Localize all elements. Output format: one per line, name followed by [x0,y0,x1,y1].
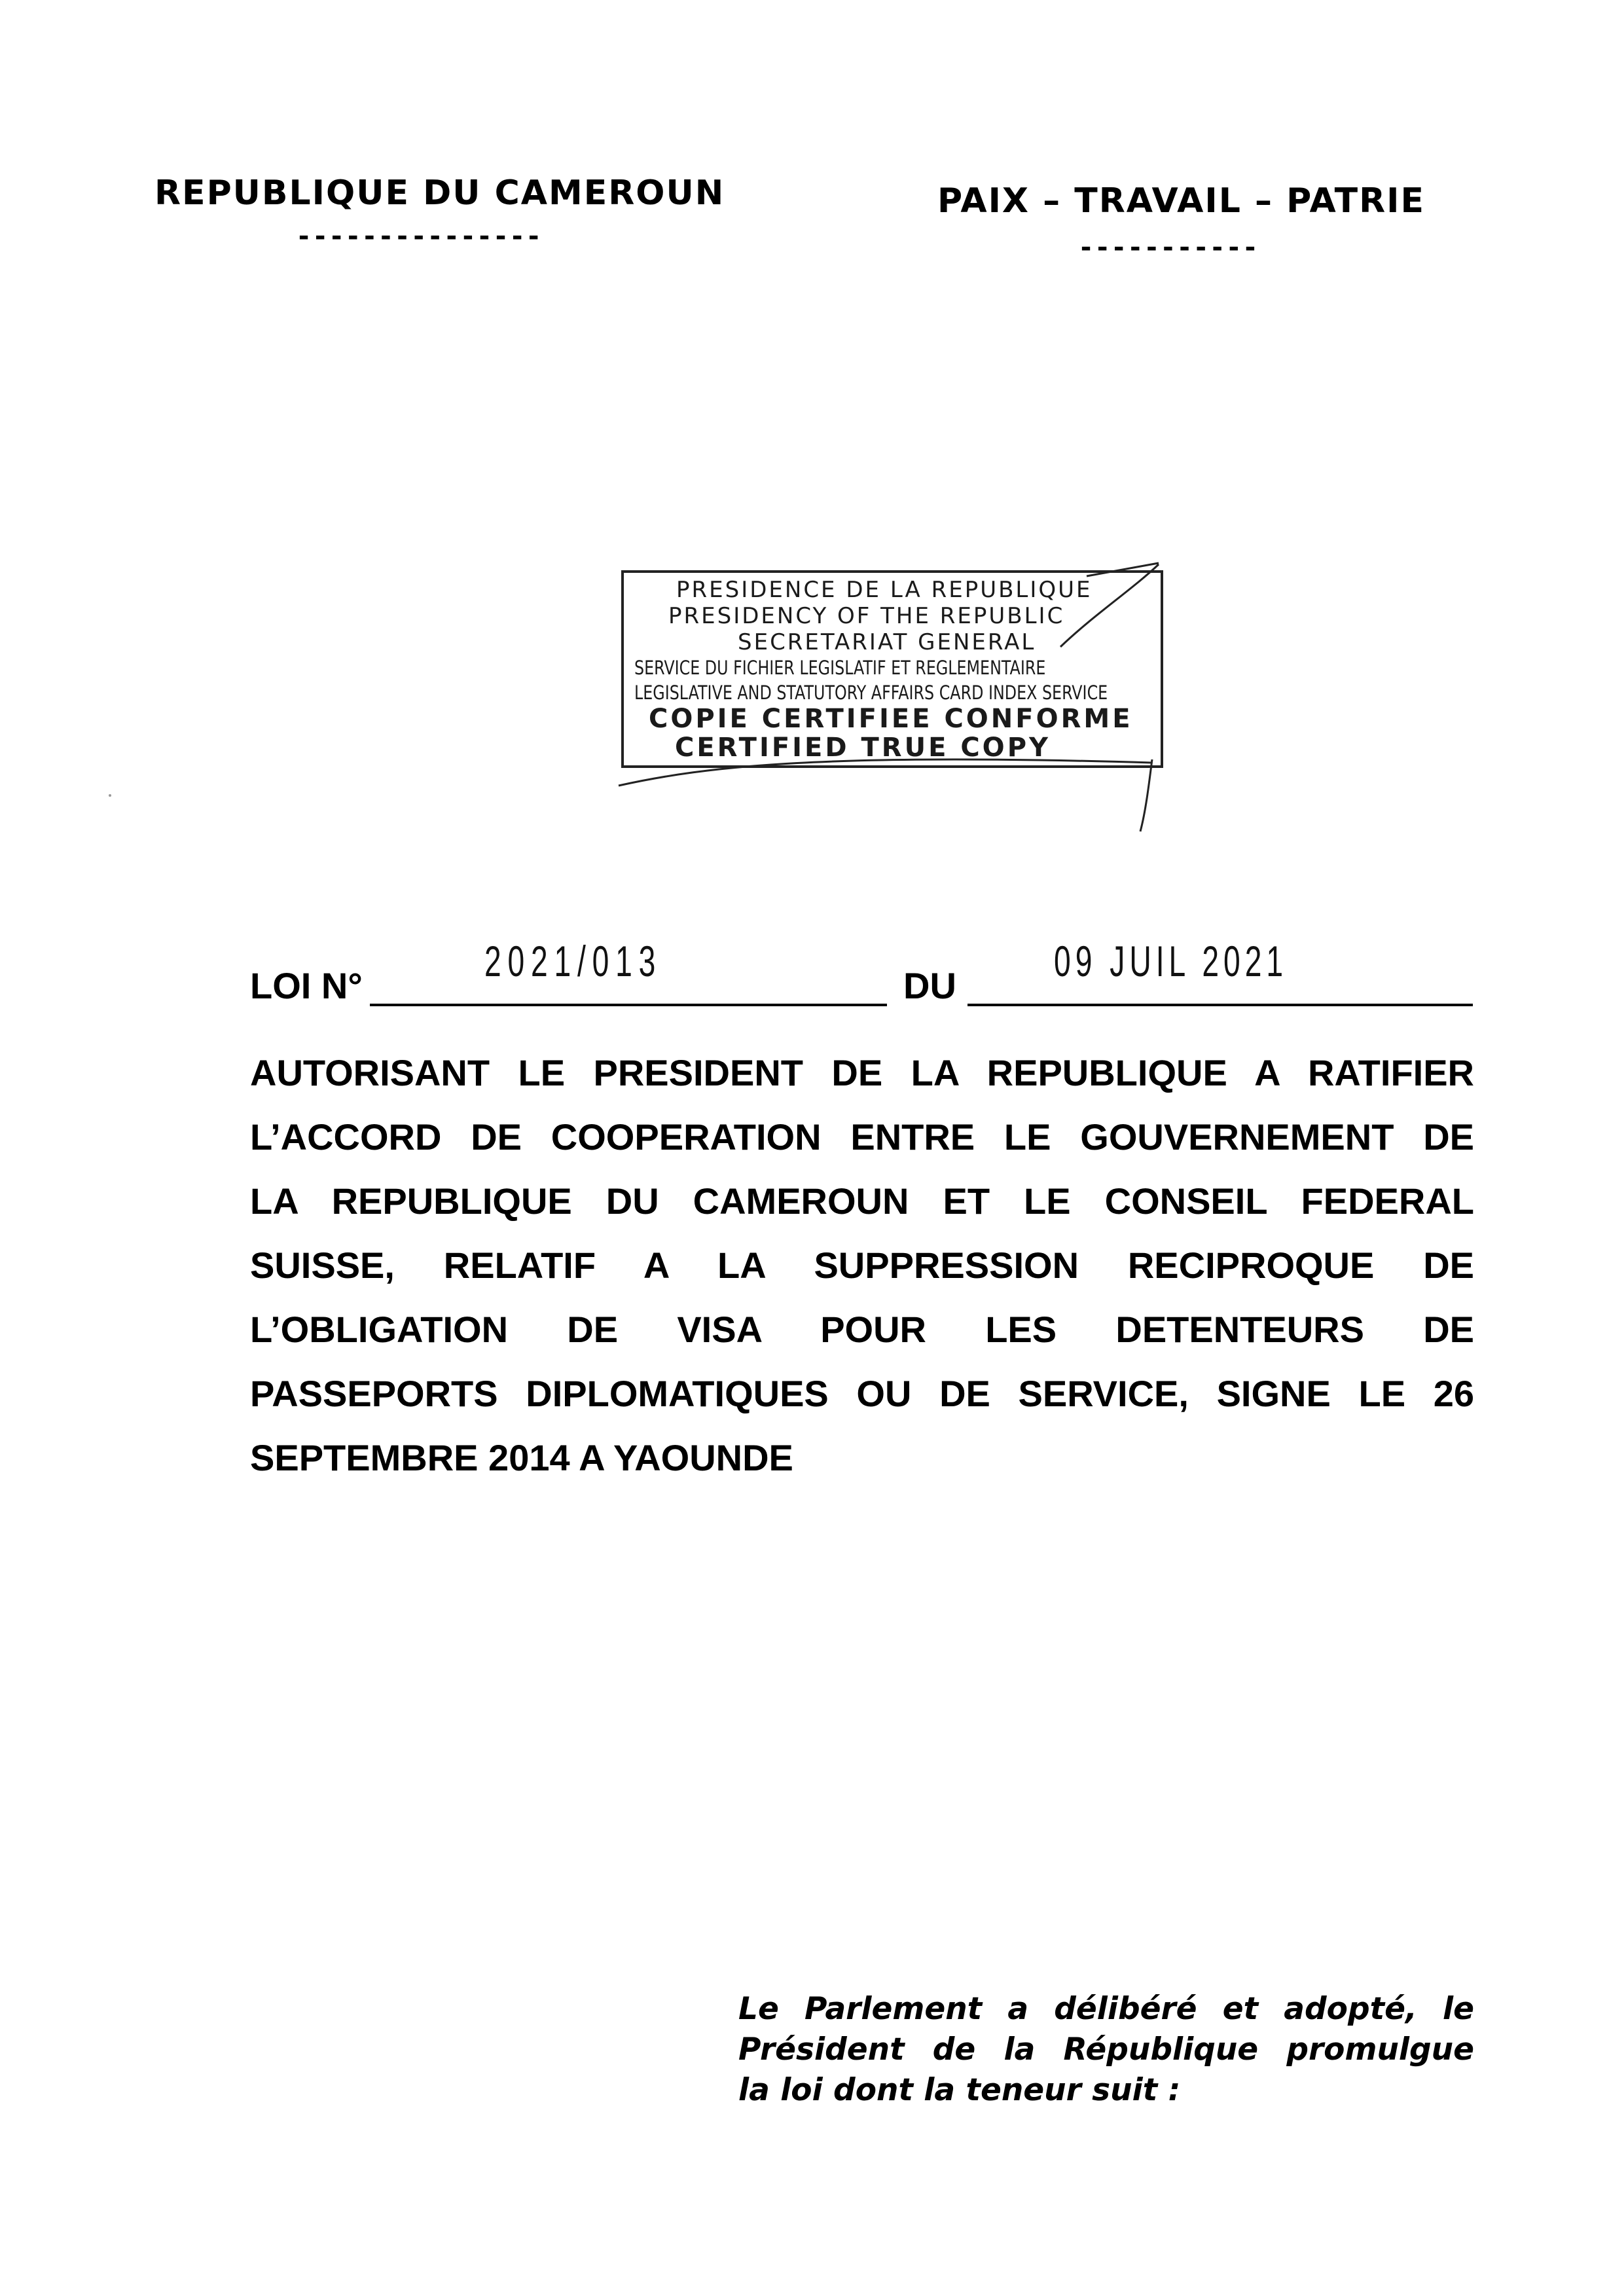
stamp-line-2: PRESIDENCY OF THE REPUBLIC [668,603,1065,629]
law-title-line: SEPTEMBRE 2014 A YAOUNDE [250,1437,793,1478]
preamble-line: Président de la République promulgue [738,2032,1474,2068]
scan-speck [109,794,111,797]
header-motto: PAIX – TRAVAIL – PATRIE [937,181,1426,221]
law-title-line: SUISSE, RELATIF A LA SUPPRESSION RECIPROQUE DE [250,1245,1474,1286]
header-republic-rule: --------------- [296,221,543,251]
law-date-value: 09 JUIL 2021 [1054,937,1288,985]
law-date-label: DU [903,965,956,1006]
law-title-line: PASSEPORTS DIPLOMATIQUES OU DE SERVICE, SIGNE LE 26 [250,1373,1474,1414]
law-title-line: L’OBLIGATION DE VISA POUR LES DETENTEURS DE [250,1309,1474,1350]
stamp-line-6: COPIE CERTIFIEE CONFORME [649,704,1133,734]
law-number-value: 2021/013 [484,937,662,985]
stamp-line-5: LEGISLATIVE AND STATUTORY AFFAIRS CARD INDEX SERVICE [634,682,1108,704]
law-title-line: LA REPUBLIQUE DU CAMEROUN ET LE CONSEIL FEDERAL [250,1180,1474,1222]
stamp-line-4: SERVICE DU FICHIER LEGISLATIF ET REGLEMENTAIRE [634,657,1046,679]
preamble-line: la loi dont la teneur suit : [738,2072,1181,2108]
enactment-preamble [738,1989,1474,2111]
law-title [250,1041,1474,1490]
stamp-line-1: PRESIDENCE DE LA REPUBLIQUE [676,577,1093,603]
law-number-underline [370,1004,887,1006]
stamp-signature-strokes [589,550,1244,851]
law-title-line: L’ACCORD DE COOPERATION ENTRE LE GOUVERNEMENT DE [250,1116,1474,1157]
law-title-line: AUTORISANT LE PRESIDENT DE LA REPUBLIQUE A RATIFIER [250,1052,1474,1093]
law-number-label: LOI N° [250,965,363,1006]
header-republic: REPUBLIQUE DU CAMEROUN [154,173,725,213]
stamp-line-3: SECRETARIAT GENERAL [738,629,1036,655]
law-date-underline [967,1004,1473,1006]
preamble-line: Le Parlement a délibéré et adopté, le [738,1991,1474,2027]
header-motto-rule: ----------- [1078,232,1259,263]
stamp-line-7: CERTIFIED TRUE COPY [675,733,1051,763]
